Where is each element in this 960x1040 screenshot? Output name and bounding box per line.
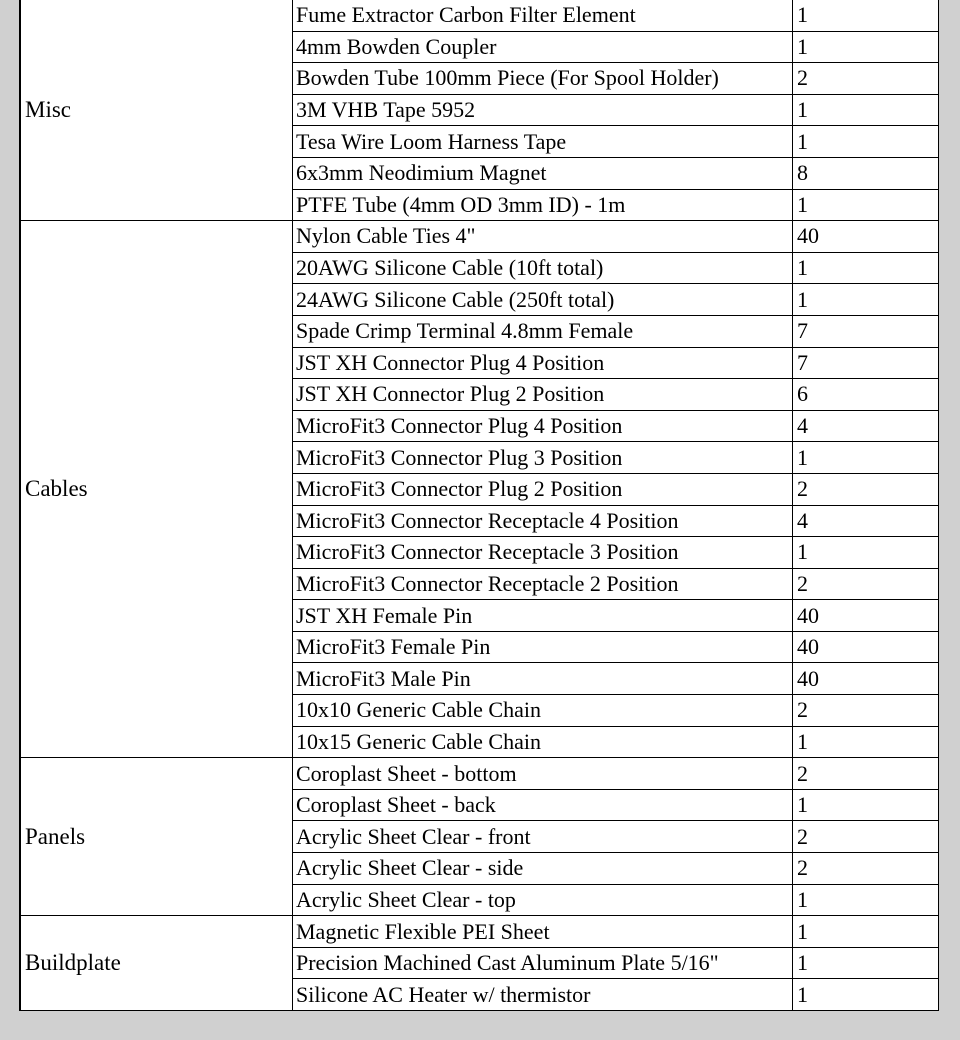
quantity-cell: 1 [793, 979, 939, 1011]
item-name-cell: Acrylic Sheet Clear - front [293, 821, 793, 853]
item-name-cell: Tesa Wire Loom Harness Tape [293, 126, 793, 158]
item-name-cell: MicroFit3 Female Pin [293, 631, 793, 663]
item-name-cell: Precision Machined Cast Aluminum Plate 5/16" [293, 947, 793, 979]
item-name-cell: Silicone AC Heater w/ thermistor [293, 979, 793, 1011]
table-row [21, 0, 939, 31]
quantity-cell: 1 [793, 31, 939, 63]
quantity-cell: 2 [793, 63, 939, 95]
category-cell: Buildplate [21, 916, 293, 1011]
item-name-cell: JST XH Connector Plug 4 Position [293, 347, 793, 379]
item-name-cell: Coroplast Sheet - back [293, 789, 793, 821]
item-name-cell: MicroFit3 Connector Plug 2 Position [293, 473, 793, 505]
quantity-cell: 2 [793, 821, 939, 853]
quantity-cell: 1 [793, 189, 939, 221]
item-name-cell: MicroFit3 Male Pin [293, 663, 793, 695]
item-name-cell: Fume Extractor Carbon Filter Element [293, 0, 793, 31]
quantity-cell: 4 [793, 505, 939, 537]
item-name-cell: 20AWG Silicone Cable (10ft total) [293, 252, 793, 284]
quantity-cell: 1 [793, 789, 939, 821]
item-name-cell: 6x3mm Neodimium Magnet [293, 157, 793, 189]
quantity-cell: 40 [793, 221, 939, 253]
quantity-cell: 2 [793, 853, 939, 885]
item-name-cell: MicroFit3 Connector Receptacle 4 Position [293, 505, 793, 537]
quantity-cell: 2 [793, 568, 939, 600]
quantity-cell: 1 [793, 0, 939, 31]
category-cell: Panels [21, 758, 293, 916]
table-row [21, 221, 939, 253]
item-name-cell: 10x15 Generic Cable Chain [293, 726, 793, 758]
quantity-cell: 2 [793, 695, 939, 727]
quantity-cell: 40 [793, 631, 939, 663]
quantity-cell: 1 [793, 726, 939, 758]
category-cell: Cables [21, 221, 293, 758]
item-name-cell: MicroFit3 Connector Receptacle 3 Position [293, 537, 793, 569]
item-name-cell: 10x10 Generic Cable Chain [293, 695, 793, 727]
quantity-cell: 4 [793, 410, 939, 442]
quantity-cell: 40 [793, 600, 939, 632]
quantity-cell: 1 [793, 537, 939, 569]
quantity-cell: 1 [793, 94, 939, 126]
item-name-cell: PTFE Tube (4mm OD 3mm ID) - 1m [293, 189, 793, 221]
item-name-cell: MicroFit3 Connector Receptacle 2 Position [293, 568, 793, 600]
quantity-cell: 1 [793, 252, 939, 284]
item-name-cell: Nylon Cable Ties 4" [293, 221, 793, 253]
category-cell: Misc [21, 0, 293, 221]
quantity-cell: 6 [793, 379, 939, 411]
item-name-cell: 4mm Bowden Coupler [293, 31, 793, 63]
item-name-cell: Spade Crimp Terminal 4.8mm Female [293, 315, 793, 347]
quantity-cell: 40 [793, 663, 939, 695]
item-name-cell: Acrylic Sheet Clear - side [293, 853, 793, 885]
item-name-cell: MicroFit3 Connector Plug 4 Position [293, 410, 793, 442]
table-row [21, 916, 939, 948]
item-name-cell: JST XH Connector Plug 2 Position [293, 379, 793, 411]
quantity-cell: 1 [793, 442, 939, 474]
item-name-cell: Coroplast Sheet - bottom [293, 758, 793, 790]
table-row [21, 758, 939, 790]
parts-table-body [21, 0, 939, 1011]
item-name-cell: MicroFit3 Connector Plug 3 Position [293, 442, 793, 474]
item-name-cell: 24AWG Silicone Cable (250ft total) [293, 284, 793, 316]
parts-list-sheet [19, 0, 939, 1011]
item-name-cell: Bowden Tube 100mm Piece (For Spool Holder) [293, 63, 793, 95]
quantity-cell: 1 [793, 884, 939, 916]
quantity-cell: 1 [793, 916, 939, 948]
quantity-cell: 7 [793, 315, 939, 347]
parts-table [20, 0, 939, 1011]
item-name-cell: 3M VHB Tape 5952 [293, 94, 793, 126]
quantity-cell: 1 [793, 126, 939, 158]
quantity-cell: 1 [793, 284, 939, 316]
item-name-cell: Acrylic Sheet Clear - top [293, 884, 793, 916]
item-name-cell: JST XH Female Pin [293, 600, 793, 632]
quantity-cell: 8 [793, 157, 939, 189]
quantity-cell: 2 [793, 758, 939, 790]
quantity-cell: 7 [793, 347, 939, 379]
quantity-cell: 1 [793, 947, 939, 979]
item-name-cell: Magnetic Flexible PEI Sheet [293, 916, 793, 948]
quantity-cell: 2 [793, 473, 939, 505]
